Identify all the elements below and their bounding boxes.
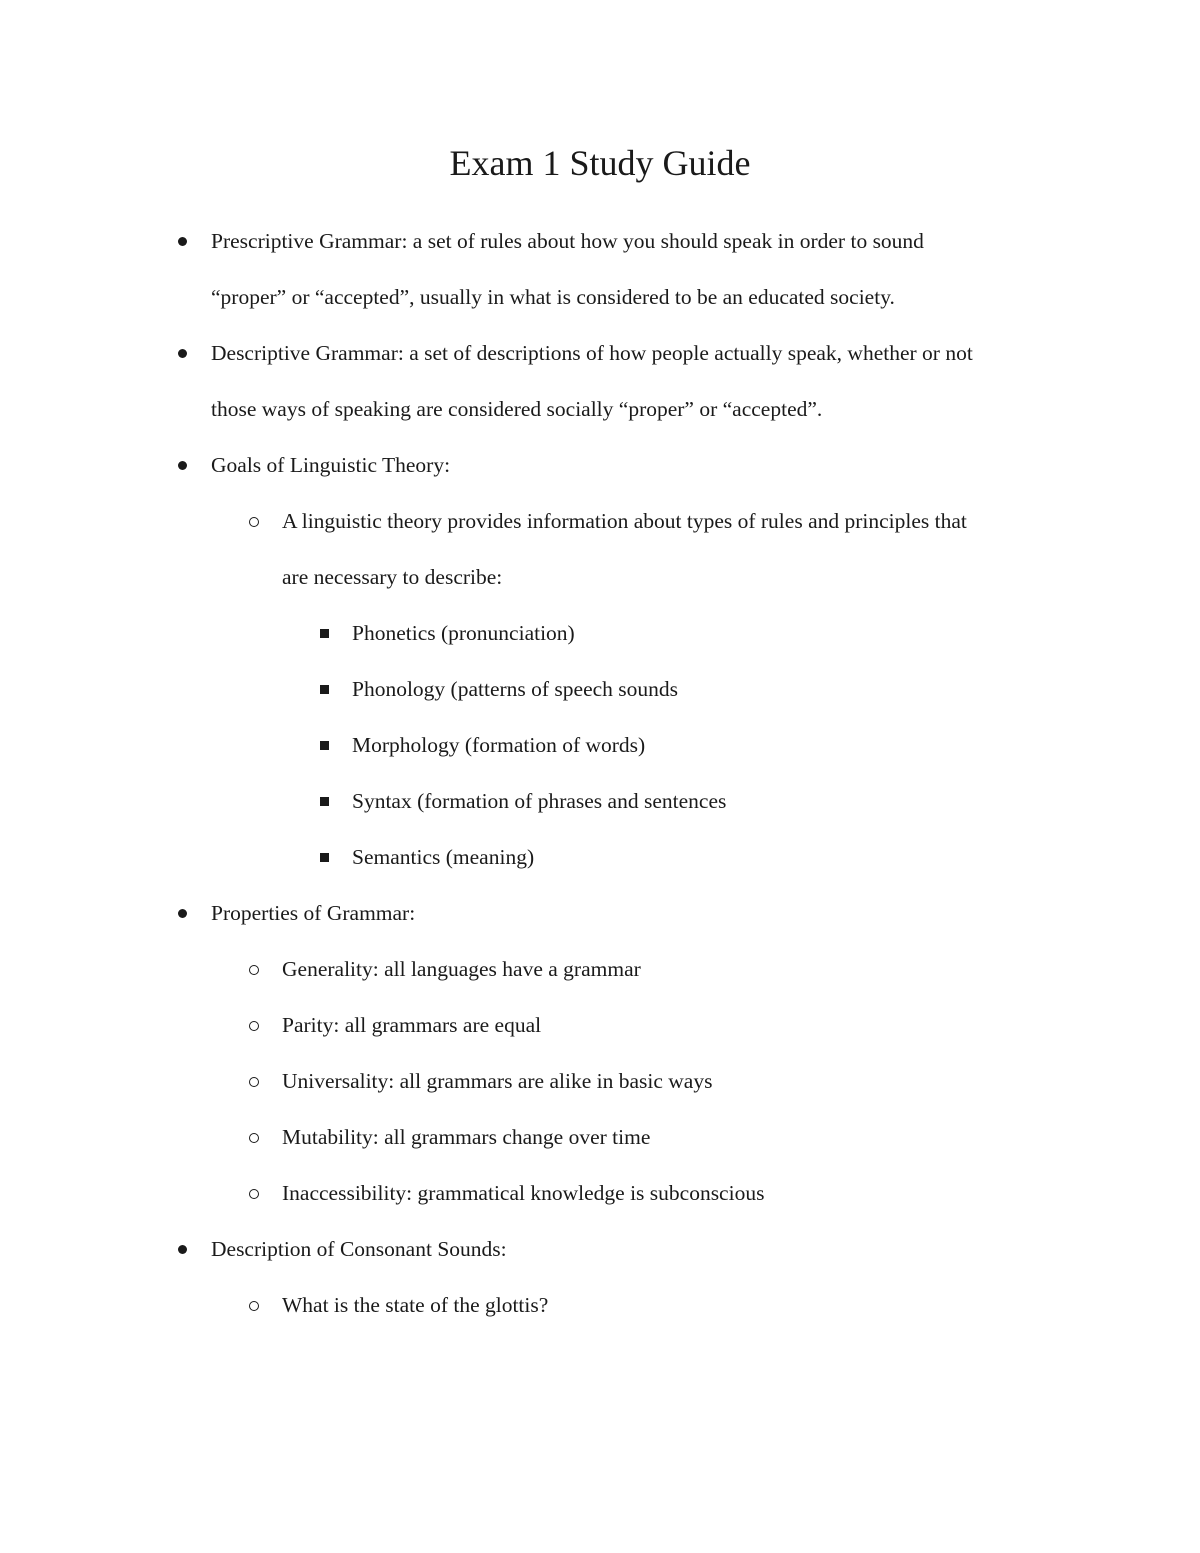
list-item-text: Generality: all languages have a grammar xyxy=(282,957,641,981)
list-item-text: Morphology (formation of words) xyxy=(352,733,646,757)
disc-bullet-icon xyxy=(178,237,187,246)
circle-bullet-icon xyxy=(249,1021,259,1031)
list-item-text: Phonology (patterns of speech sounds xyxy=(352,677,679,701)
disc-bullet-icon xyxy=(178,1245,187,1254)
square-bullet-icon xyxy=(320,629,329,638)
document-title: Exam 1 Study Guide xyxy=(449,143,751,183)
square-bullet-icon xyxy=(320,741,329,750)
list-item-text: are necessary to describe: xyxy=(282,565,503,589)
circle-bullet-icon xyxy=(249,1077,259,1087)
disc-bullet-icon xyxy=(178,461,187,470)
list-item-text: Inaccessibility: grammatical knowledge is subconscious xyxy=(282,1181,765,1205)
list-item-text: Properties of Grammar: xyxy=(211,901,416,925)
list-item-text: Prescriptive Grammar: a set of rules about how you should speak in order to sound xyxy=(211,229,924,253)
circle-bullet-icon xyxy=(249,1301,259,1311)
disc-bullet-icon xyxy=(178,909,187,918)
list-item-text: Universality: all grammars are alike in basic ways xyxy=(282,1069,713,1093)
list-item-text: Phonetics (pronunciation) xyxy=(352,621,575,645)
square-bullet-icon xyxy=(320,853,329,862)
list-item-text: What is the state of the glottis? xyxy=(282,1293,549,1317)
circle-bullet-icon xyxy=(249,517,259,527)
disc-bullet-icon xyxy=(178,349,187,358)
circle-bullet-icon xyxy=(249,1133,259,1143)
list-item-text: Goals of Linguistic Theory: xyxy=(211,453,451,477)
square-bullet-icon xyxy=(320,685,329,694)
list-item-text: Syntax (formation of phrases and sentences xyxy=(352,789,727,813)
list-item-text: A linguistic theory provides information about types of rules and principles that xyxy=(282,509,967,533)
list-item-text: Semantics (meaning) xyxy=(352,845,535,869)
list-item-text: “proper” or “accepted”, usually in what is considered to be an educated society. xyxy=(211,285,895,309)
list-item-text: Description of Consonant Sounds: xyxy=(211,1237,507,1261)
circle-bullet-icon xyxy=(249,1189,259,1199)
square-bullet-icon xyxy=(320,797,329,806)
list-item-text: Mutability: all grammars change over time xyxy=(282,1125,651,1149)
list-item-text: Descriptive Grammar: a set of descriptions of how people actually speak, whether or not xyxy=(211,341,973,365)
circle-bullet-icon xyxy=(249,965,259,975)
list-item-text: Parity: all grammars are equal xyxy=(282,1013,542,1037)
list-item-text: those ways of speaking are considered socially “proper” or “accepted”. xyxy=(211,397,823,421)
